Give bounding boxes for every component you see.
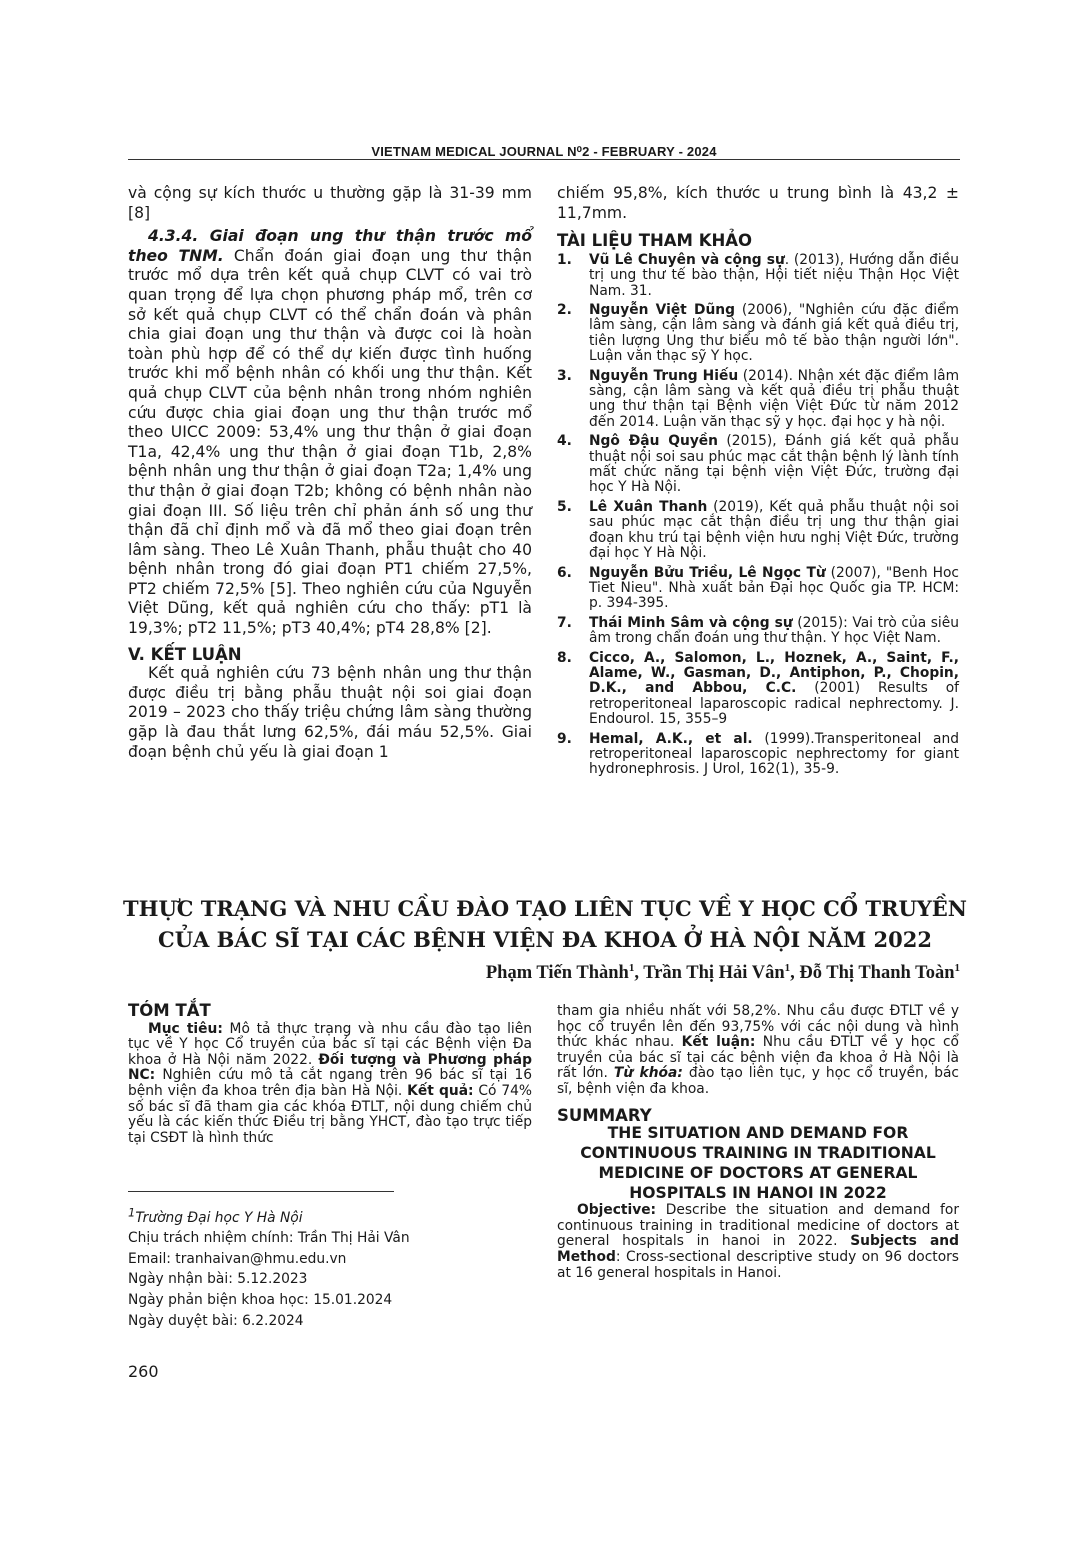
author: Trần Thị Hải Vân: [643, 963, 785, 984]
accepted-date: Ngày duyệt bài: 6.2.2024: [128, 1312, 304, 1329]
subsection-body: Chẩn đoán giai đoạn ung thư thận trước mổ dựa trên kết quả chụp CLVT có vai trò quan trọng để lựa chọn phương pháp mổ, trên cơ sở kết quả chụp CLVT có thể chẩn đoán và phân chia giai đoạn ung thư thận và được coi là hoàn toàn phù hợp để có thể dự kiến được tình huống trước khi mổ bệnh nhân có khối ung thư thận. Kết quả chụp CLVT của bệnh nhân trong nhóm nghiên cứu được chia giai đoạn ung thư thận trước mổ theo UICC 2009: 53,4% ung thư thận ở giai đoạn T1a, 42,4% ung thư thận ở giai đoạn T1b, 2,8% bệnh nhân ung thư thận ở giai đoạn T2a; 1,4% ung thư thận ở giai đoạn T2b; không có bệnh nhân nào giai đoạn III. Số liệu trên chỉ phản ánh số ung thư thận đã chỉ định mổ và đã mổ theo giai đoạn trên lâm sàng. Theo Lê Xuân Thanh, phẫu thuật cho 40 bệnh nhân trong đó giai đoạn PT1 chiếm 27,5%, PT2 chiếm 72,5% [5]. Theo nghiên cứu của Nguyễn Việt Dũng, kết quả nghiên cứu cho thấy: pT1 là 19,3%; pT2 11,5%; pT3 40,4%; pT4 28,8% [2].: [128, 246, 533, 638]
reference-item: 2. Nguyễn Việt Dũng (2006), "Nghiên cứu đặc điểm lâm sàng, cận lâm sàng và đánh giá kết quả điều trị, tiên lượng Ung thư biểu mô tế bào thận người lớn". Luận văn thạc sỹ Y học.: [557, 302, 959, 365]
author: Phạm Tiến Thành: [485, 963, 629, 984]
conclusion-paragraph: Kết quả nghiên cứu 73 bệnh nhân ung thư thận được điều trị bằng phẫu thuật nội soi giai đoạn 2019 – 2023 cho thấy triệu chứng lâm sàng thường gặp là đau thắt lưng 62,5%, đái máu 52,5%. Giai đoạn bệnh chủ yếu là giai đoạn 1: [128, 664, 532, 761]
author: Đỗ Thị Thanh Toàn: [799, 963, 955, 984]
review-date: Ngày phản biện khoa học: 15.01.2024: [128, 1291, 393, 1308]
abstract-vi-left: [128, 1003, 532, 1146]
footnote: [128, 1202, 508, 1331]
journal-header: VIETNAM MEDICAL JOURNAL N⁰2 - FEBRUARY - 2024: [371, 144, 717, 159]
summary-paragraph: Objective: Describe the situation and demand for continuous training in traditional medicine of doctors at general hospitals in hanoi in 2022. Subjects and Method: Cross-sectional descriptive study on 96 doctors at 16 general hospitals in Hanoi.: [557, 1202, 959, 1281]
right-column: [557, 184, 959, 782]
conclusion-heading: V. KẾT LUẬN: [128, 644, 242, 664]
author-list: Phạm Tiến Thành$^1$, Trần Thị Hải Vân$^1$, Đỗ Thị Thanh Toàn$^1$: [485, 962, 960, 984]
reference-item: 3. Nguyễn Trung Hiếu (2014). Nhận xét đặc điểm lâm sàng, cận lâm sàng và kết quả điều trị phẫu thuật ung thư thận tại Bệnh viện Việt Đức từ năm 2012 đến 2014. Luận văn thạc sỹ y học. đại học y hà nội.: [557, 367, 960, 430]
footnote-rule: [128, 1191, 394, 1192]
summary-heading: SUMMARY: [557, 1105, 652, 1125]
reference-item: 4. Ngô Đậu Quyền (2015), Đánh giá kết quả phẫu thuật nội soi sau phúc mạc cắt thận bệnh lý lành tính mất chức năng tại bệnh viện Việt Đức, trường đại học Y Hà Nội.: [557, 433, 959, 496]
contact-email: Email: tranhaivan@hmu.edu.vn: [128, 1250, 347, 1267]
article-title-line-2: CỦA BÁC SĨ TẠI CÁC BỆNH VIỆN ĐA KHOA Ở HÀ NỘI NĂM 2022: [158, 927, 932, 952]
reference-item: 6. Nguyễn Bửu Triều, Lê Ngọc Từ (2007), "Benh Hoc Tiet Nieu". Nhà xuất bản Đại học Quốc gia TP. HCM: p. 394-395.: [557, 564, 959, 612]
references-heading: TÀI LIỆU THAM KHẢO: [557, 231, 753, 251]
abstract-paragraph: Mục tiêu: Mô tả thực trạng và nhu cầu đào tạo liên tục về Y học Cổ truyền của bác sĩ tại các Bệnh viện Đa khoa ở Hà Nội năm 2022. Đối tượng và Phương pháp NC: Nghiên cứu mô tả cắt ngang trên 96 bác sĩ tại 16 bệnh viện đa khoa trên địa bàn Hà Nội. Kết quả: Có 74% số bác sĩ đã tham gia các khóa ĐTLT, nội dung chiếm chủ yếu là các kiến thức Điều trị bằng YHCT, đào tạo trực tiếp tại CSĐT là hình thức: [128, 1020, 533, 1146]
reference-item: 1. Vũ Lê Chuyên và cộng sự. (2013), Hướng dẫn điều trị ung thư tế bào thận, Hội tiết niệu Thận Học Việt Nam. 31.: [557, 251, 959, 299]
left-column: [128, 184, 532, 762]
summary-title: THE SITUATION AND DEMAND FOR CONTINUOUS TRAINING IN TRADITIONAL MEDICINE OF DOCTORS AT GENERAL HOSPITALS IN HANOI IN 2022: [580, 1124, 936, 1203]
article-title-line-1: THỰC TRẠNG VÀ NHU CẦU ĐÀO TẠO LIÊN TỤC VỀ Y HỌC CỔ TRUYỀN: [123, 896, 967, 921]
left-paragraph-2: [128, 227, 532, 638]
page-number: 260: [128, 1362, 159, 1381]
abstract-vi-right: [557, 1004, 959, 1281]
left-paragraph-1: và cộng sự kích thước u thường gặp là 31-39 mm [8]: [128, 184, 532, 222]
reference-list: [557, 253, 959, 778]
article-title: [110, 893, 980, 955]
header-rule: [128, 159, 960, 160]
abstract-paragraph-cont: tham gia nhiều nhất với 58,2%. Nhu cầu được ĐTLT về y học cổ truyền lên đến 93,75% với các nội dung và hình thức khác nhau. Kết luận: Nhu cầu ĐTLT về y học cổ truyền của bác sĩ tại các bệnh viện đa khoa ở Hà Nội là rất lớn. Từ khóa: đào tạo liên tục, y học cổ truyền, bác sĩ, bệnh viện đa khoa.: [557, 1003, 959, 1097]
subsection-heading: 4.3.4. Giai đoạn ung thư thận trước mổ theo TNM.: [128, 227, 532, 265]
abstract-heading: TÓM TẮT: [128, 1001, 211, 1020]
responsible-author: Chịu trách nhiệm chính: Trần Thị Hải Vân: [128, 1230, 410, 1247]
right-paragraph-1: chiếm 95,8%, kích thước u trung bình là 43,2 ± 11,7mm.: [557, 184, 959, 222]
reference-item: 7. Thái Minh Sâm và cộng sự (2015): Vai trò của siêu âm trong chẩn đoán ung thư thận. Y học Việt Nam.: [557, 614, 959, 647]
reference-item: 8. Cicco, A., Salomon, L., Hoznek, A., Saint, F., Alame, W., Gasman, D., Antiphon, P., Chopin, D.K., and Abbou, C.C. (2001) Results of retroperitoneal laparoscopic radical nephrectomy. J. Endourol. 15, 355–9: [557, 649, 959, 728]
reference-item: 9. Hemal, A.K., et al. (1999).Transperitoneal and retroperitoneal laparoscopic nephrectomy for giant hydronephrosis. J Urol, 162(1), 35-9.: [557, 730, 959, 778]
received-date: Ngày nhận bài: 5.12.2023: [128, 1271, 308, 1288]
affiliation: $^1$Trường Đại học Y Hà Nội: [128, 1205, 303, 1226]
reference-item: 5. Lê Xuân Thanh (2019), Kết quả phẫu thuật nội soi sau phúc mạc cắt thận điều trị ung thư thận giai đoạn khu trú tại bệnh viện hưu nghị Việt Đức, trường đại học Y Hà Nội.: [557, 498, 960, 562]
